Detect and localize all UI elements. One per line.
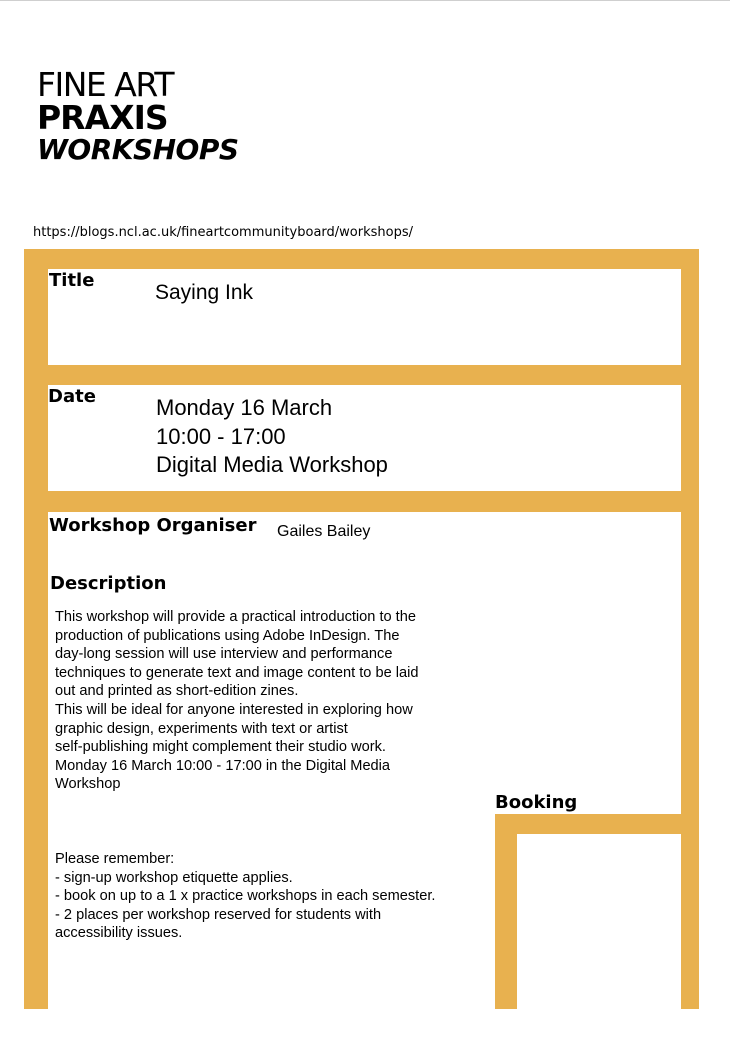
top-divider	[0, 0, 730, 1]
booking-label: Booking	[495, 792, 578, 813]
remember-line: - book on up to a 1 x practice workshops in each semester.	[55, 888, 436, 905]
organiser-label: Workshop Organiser	[49, 515, 257, 536]
remember-line: Please remember:	[55, 851, 175, 867]
organiser-name: Gailes Bailey	[277, 523, 371, 540]
description-line: This workshop will provide a practical introduction to the	[55, 609, 416, 625]
logo-line-workshops: WORKSHOPS	[37, 133, 239, 166]
workshop-title: Saying Ink	[155, 281, 254, 304]
description-line: Workshop	[55, 776, 121, 793]
description-line: out and printed as short-edition zines.	[55, 683, 299, 700]
remember-line: - sign-up workshop etiquette applies.	[55, 869, 293, 886]
time-line: 10:00 - 17:00	[156, 423, 286, 449]
description-line: graphic design, experiments with text or artist	[55, 720, 348, 737]
title-panel	[48, 269, 681, 365]
description-line: production of publications using Adobe InDesign. The	[55, 627, 400, 644]
location-line: Digital Media Workshop	[156, 452, 388, 477]
description-line: This will be ideal for anyone interested in exploring how	[55, 701, 413, 718]
description-line: day-long session will use interview and performance	[55, 646, 393, 663]
logo-line-fine-art: FINE ART	[37, 65, 174, 104]
description-line: self-publishing might complement their studio work.	[55, 739, 386, 756]
poster-frame	[24, 249, 699, 1009]
title-label: Title	[49, 270, 95, 291]
description-line: Monday 16 March 10:00 - 17:00 in the Digital Media	[55, 757, 391, 774]
workshop-date	[156, 394, 388, 480]
booking-box	[519, 834, 681, 994]
date-label: Date	[48, 386, 96, 407]
description-label: Description	[50, 573, 167, 594]
description-text	[55, 608, 475, 794]
workshops-url[interactable]: https://blogs.ncl.ac.uk/fineartcommunityboard/workshops/	[33, 225, 413, 240]
description-line: techniques to generate text and image content to be laid	[55, 664, 419, 681]
remember-line: - 2 places per workshop reserved for students with	[55, 906, 382, 923]
logo-line-praxis: PRAXIS	[37, 98, 168, 137]
date-line: Monday 16 March	[156, 395, 333, 420]
booking-divider-vertical	[495, 814, 517, 1009]
booking-divider	[495, 814, 685, 834]
remember-notes	[55, 850, 495, 943]
remember-line: accessibility issues.	[55, 925, 183, 942]
logo	[37, 65, 239, 166]
